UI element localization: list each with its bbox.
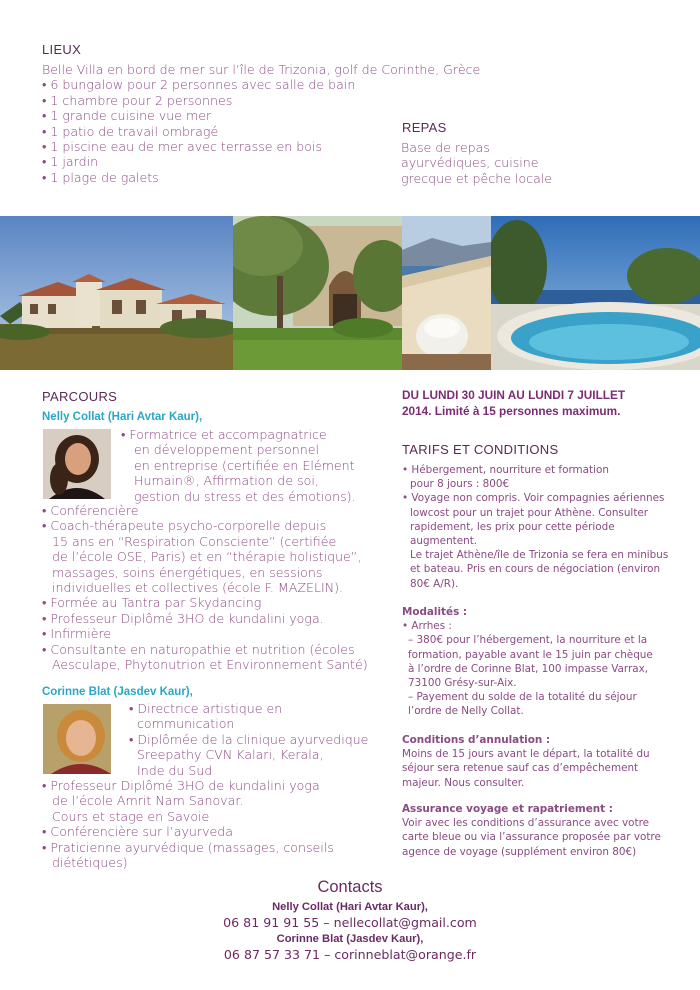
repas-text — [401, 140, 601, 186]
lieux-line: • 1 grande cuisine vue mer — [42, 108, 212, 124]
annulation-line: séjour sera retenue sauf cas d’empêchement — [402, 762, 639, 775]
repas-line: Base de repas — [401, 140, 490, 155]
assurance-block — [402, 802, 661, 859]
modalite-line: l’ordre de Nelly Collat. — [408, 705, 524, 718]
contact-nelly-name: Nelly Collat (Hari Avtar Kaur), — [272, 901, 428, 913]
contacts-heading: Contacts — [317, 878, 383, 896]
modalite-line: à l’ordre de Corinne Blat, 100 impasse Varrax, — [408, 662, 649, 675]
corinne-name: Corinne Blat (Jasdev Kaur), — [42, 686, 193, 698]
bio-line: • Directrice artistique en — [129, 701, 283, 716]
lieux-line: • 6 bungalow pour 2 personnes avec salle de bain — [42, 77, 356, 93]
contacts-section — [0, 878, 700, 962]
bio-line: diététiques) — [52, 855, 128, 871]
tarif-line: pour 8 jours : 800€ — [410, 478, 510, 491]
contact-corinne-name: Corinne Blat (Jasdev Kaur), — [276, 933, 424, 945]
annulation-block — [402, 733, 650, 790]
repas-line: ayurvédiques, cuisine — [401, 155, 539, 171]
modalite-line: 73100 Grésy-sur-Aix. — [408, 677, 517, 690]
tarifs-heading: TARIFS ET CONDITIONS — [402, 442, 559, 457]
assurance-line: carte bleue ou via l’assurance proposée par votre — [402, 831, 661, 844]
nelly-name: Nelly Collat (Hari Avtar Kaur), — [42, 411, 203, 423]
modalites-heading: Modalités : — [402, 606, 468, 618]
bio-line: 15 ans en “Respiration Consciente” (certifiée — [52, 533, 337, 549]
corinne-bio-below — [42, 778, 334, 870]
tarifs-list — [402, 463, 668, 591]
bio-line: de l’école Amrit Nam Sanovar. — [52, 793, 244, 809]
bio-line: de l’école OSE, Paris) et en “thérapie holistique”, — [52, 549, 362, 565]
contact-corinne-details[interactable]: 06 87 57 33 71 – corinneblat@orange.fr — [223, 947, 477, 962]
tarif-line: Le trajet Athène/île de Trizonia se fera en minibus — [410, 549, 669, 562]
bio-line: Sreepathy CVN Kalari, Kerala, — [137, 747, 324, 763]
bio-line: en entreprise (certifiée en Elément — [134, 457, 355, 473]
bio-line: communication — [137, 716, 235, 732]
annulation-heading: Conditions d’annulation : — [402, 734, 551, 746]
repas-line: grecque et pêche locale — [401, 170, 553, 186]
modalite-line: • Arrhes : — [402, 620, 452, 633]
tarif-line: • Voyage non compris. Voir compagnies aériennes — [402, 492, 665, 505]
assurance-line: Voir avec les conditions d’assurance avec votre — [402, 817, 650, 830]
bio-line: • Diplômée de la clinique ayurvedique — [129, 731, 369, 747]
bio-line: Cours et stage en Savoie — [52, 808, 210, 824]
modalite-line: formation, payable avant le 15 juin par chèque — [408, 648, 653, 661]
bio-line: • Formée au Tantra par Skydancing — [42, 595, 262, 611]
dates-line: DU LUNDI 30 JUIN AU LUNDI 7 JUILLET — [402, 388, 626, 402]
tarif-line: augmentent. — [410, 535, 478, 548]
lieux-line: • 1 chambre pour 2 personnes — [42, 92, 233, 108]
tarif-line: • Hébergement, nourriture et formation — [402, 464, 609, 476]
garden-photo — [233, 216, 402, 370]
tarif-line: lowcost pour un trajet pour Athène. Consulter — [410, 506, 649, 519]
bio-line: • Professeur Diplômé 3HO de kundalini yoga. — [42, 610, 324, 626]
bio-line: Inde du Sud — [137, 762, 213, 778]
bio-line: • Consultante en naturopathie et nutrition (écoles — [42, 641, 355, 657]
modalites-block — [402, 605, 653, 719]
bio-line: • Conférencière — [42, 503, 139, 518]
lieux-line: • 1 patio de travail ombragé — [42, 123, 219, 139]
contact-nelly-details[interactable]: 06 81 91 91 55 – nellecollat@gmail.com — [223, 915, 477, 930]
bio-line: • Conférencière sur l’ayurveda — [42, 824, 233, 840]
bio-line: gestion du stress et des émotions). — [134, 488, 356, 504]
nelly-bio-beside — [121, 427, 356, 504]
bio-line: • Professeur Diplômé 3HO de kundalini yoga — [42, 778, 320, 793]
lieux-line: • 1 piscine eau de mer avec terrasse en bois — [42, 139, 323, 155]
tarif-line: et bateau. Pris en cours de négociation (environ — [410, 563, 661, 576]
villa-photo — [0, 216, 233, 370]
corinne-portrait — [43, 704, 111, 774]
bio-line: • Formatrice et accompagnatrice — [121, 427, 327, 442]
bio-line: massages, soins énergétiques, en sessions — [52, 564, 323, 580]
bio-line: • Praticienne ayurvédique (massages, conseils — [42, 839, 334, 855]
dates-line: 2014. Limité à 15 personnes maximum. — [402, 404, 621, 418]
patio-sea-photo — [402, 216, 491, 370]
lieux-line: • 1 jardin — [42, 154, 99, 170]
bio-line: en développement personnel — [134, 442, 319, 458]
tarif-line: rapidement, les prix pour cette période — [410, 520, 615, 533]
bio-line: Humain®, Affirmation de soi, — [134, 473, 319, 489]
modalite-line: – 380€ pour l’hébergement, la nourriture et la — [408, 634, 648, 647]
lieux-line: Belle Villa en bord de mer sur l’île de Trizonia, golf de Corinthe, Grèce — [42, 62, 481, 77]
lieux-heading: LIEUX — [42, 42, 82, 57]
photo-strip — [0, 216, 700, 370]
assurance-line: agence de voyage (supplément environ 80€) — [402, 845, 637, 858]
bio-line: individuelles et collectives (école F. MAZELIN). — [52, 580, 344, 596]
bio-line: • Infirmière — [42, 626, 112, 642]
dates-banner — [402, 387, 672, 419]
nelly-portrait — [43, 429, 111, 499]
nelly-bio-below — [42, 503, 368, 672]
parcours-heading: PARCOURS — [42, 389, 118, 404]
bio-line: • Coach-thérapeute psycho-corporelle depuis — [42, 518, 327, 534]
annulation-line: majeur. Nous consulter. — [402, 776, 525, 789]
bio-line: Aesculape, Phytonutrion et Environnement Santé) — [52, 657, 368, 673]
repas-heading: REPAS — [402, 120, 447, 135]
pool-photo — [491, 216, 700, 370]
modalite-line: – Payement du solde de la totalité du séjour — [408, 691, 637, 704]
annulation-line: Moins de 15 jours avant le départ, la totalité du — [402, 748, 650, 761]
lieux-line: • 1 plage de galets — [42, 169, 159, 185]
corinne-bio-beside — [129, 701, 368, 778]
tarif-line: 80€ A/R). — [410, 577, 459, 590]
assurance-heading: Assurance voyage et rapatriement : — [402, 803, 613, 815]
